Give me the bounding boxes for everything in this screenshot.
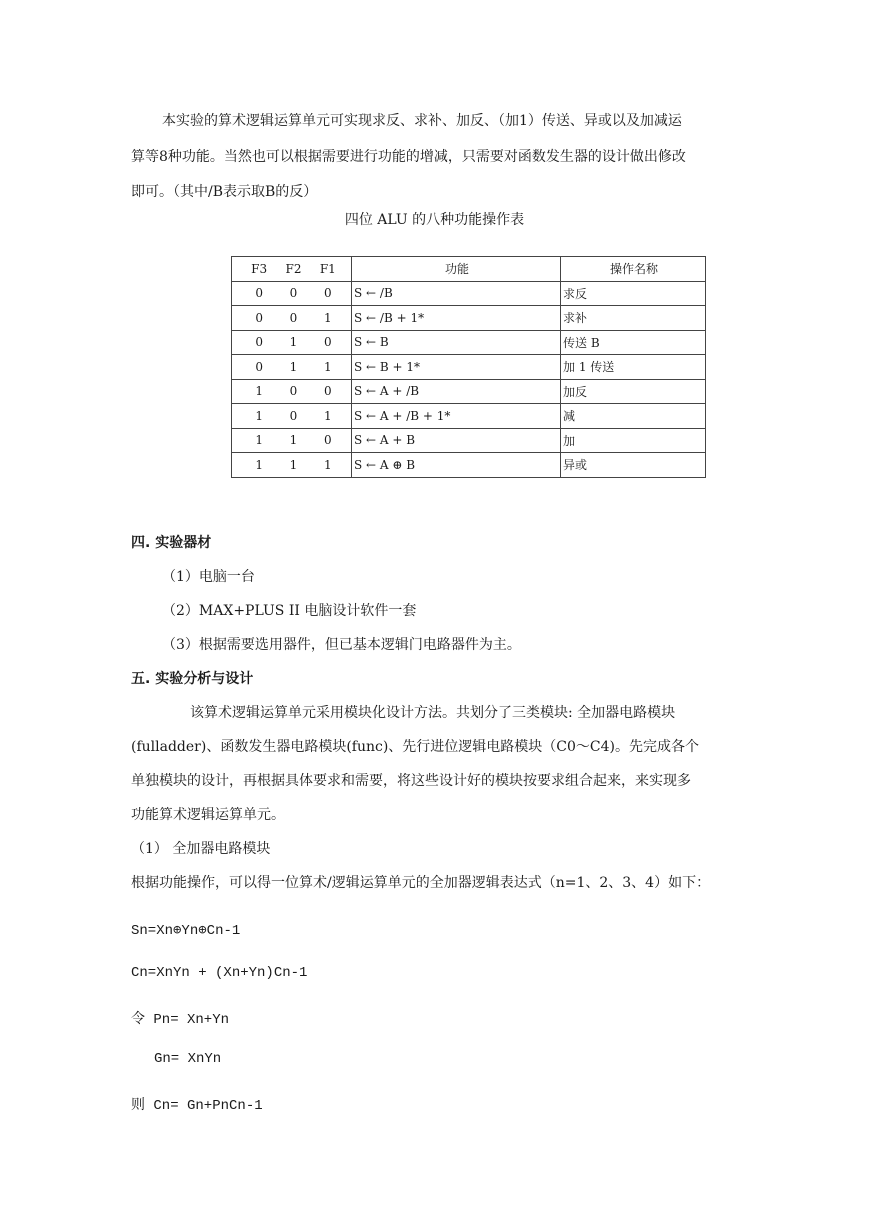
alu-function-table (231, 256, 706, 478)
section5-heading: 五. 实验分析与设计 (131, 671, 254, 687)
table-row (232, 379, 706, 404)
row-f2: 1 (289, 335, 298, 350)
row-op-name: 求补 (561, 306, 706, 331)
table-row (232, 355, 706, 380)
row-op-name: 求反 (561, 281, 706, 306)
row-f3: 1 (255, 384, 263, 399)
table-header-row (232, 257, 706, 282)
intro-line-2: 算等8种功能。当然也可以根据需要进行功能的增减，只需要对函数发生器的设计做出修改 (131, 149, 686, 165)
row-f3: 0 (255, 310, 263, 325)
header-op-name: 操作名称 (561, 257, 706, 282)
row-function: S ← A + /B (352, 379, 561, 404)
row-function: S ← B (352, 330, 561, 355)
row-f2: 0 (289, 310, 298, 325)
analysis-line-3: 单独模块的设计，再根据具体要求和需要，将这些设计好的模块按要求组合起来，来实现多 (131, 773, 691, 789)
row-f3: 1 (255, 457, 263, 472)
header-f-bits (232, 257, 352, 282)
row-f1: 1 (323, 457, 332, 472)
row-op-name: 减 (561, 404, 706, 429)
row-function: S ← /B (352, 281, 561, 306)
section4-heading: 四. 实验器材 (131, 535, 212, 551)
table-row (232, 330, 706, 355)
table-title: 四位 ALU 的八种功能操作表 (344, 212, 525, 228)
row-op-name: 加反 (561, 379, 706, 404)
row-f1: 0 (323, 286, 332, 301)
row-f3: 0 (255, 335, 263, 350)
row-f1: 1 (323, 359, 332, 374)
row-f3: 1 (255, 433, 263, 448)
subsection-fulladder: （1） 全加器电路模块 (131, 841, 271, 857)
row-f-bits (232, 306, 352, 331)
row-f-bits (232, 428, 352, 453)
equation-cn-final: 则 Cn= Gn+PnCn-1 (131, 1098, 263, 1114)
row-function: S ← /B + 1* (352, 306, 561, 331)
equation-pn: 令 Pn= Xn+Yn (131, 1012, 230, 1028)
row-f2: 1 (289, 359, 298, 374)
row-f3: 0 (255, 286, 263, 301)
table-row (232, 306, 706, 331)
header-f3: F3 (251, 261, 268, 276)
row-f2: 0 (289, 408, 298, 423)
row-f1: 0 (323, 384, 332, 399)
header-function: 功能 (352, 257, 561, 282)
row-f3: 0 (255, 359, 263, 374)
row-f1: 1 (323, 310, 332, 325)
equipment-item-1: （1）电脑一台 (162, 569, 255, 585)
row-function: S ← B + 1* (352, 355, 561, 380)
header-f2: F2 (285, 261, 302, 276)
intro-line-3: 即可。（其中/B表示取B的反） (131, 184, 318, 200)
row-function: S ← A ⊕ B (352, 453, 561, 478)
row-f2: 0 (289, 286, 298, 301)
row-op-name: 传送 B (561, 330, 706, 355)
equipment-item-3: （3）根据需要选用器件，但已基本逻辑门电路器件为主。 (162, 637, 521, 653)
row-f-bits (232, 404, 352, 429)
row-f-bits (232, 453, 352, 478)
header-f1: F1 (319, 261, 336, 276)
row-f1: 0 (323, 335, 332, 350)
table-row (232, 404, 706, 429)
row-f1: 0 (323, 433, 332, 448)
intro-line-1: 本实验的算术逻辑运算单元可实现求反、求补、加反、（加1）传送、异或以及加减运 (162, 113, 682, 129)
equipment-item-2: （2）MAX+PLUS II 电脑设计软件一套 (162, 603, 417, 619)
equation-sn: Sn=Xn⊕Yn⊕Cn-1 (131, 923, 241, 939)
table-row (232, 428, 706, 453)
row-f-bits (232, 355, 352, 380)
row-function: S ← A + B (352, 428, 561, 453)
analysis-line-2: (fulladder)、函数发生器电路模块(func)、先行进位逻辑电路模块（C0～C4)。先完成各个 (131, 739, 700, 755)
row-f-bits (232, 379, 352, 404)
row-f2: 1 (289, 457, 298, 472)
row-f3: 1 (255, 408, 263, 423)
equation-cn: Cn=XnYn + (Xn+Yn)Cn-1 (131, 965, 308, 981)
equation-gn: Gn= XnYn (154, 1051, 222, 1067)
row-op-name: 加 (561, 428, 706, 453)
row-f2: 0 (289, 384, 298, 399)
row-f-bits (232, 281, 352, 306)
analysis-line-4: 功能算术逻辑运算单元。 (131, 807, 285, 823)
row-function: S ← A + /B + 1* (352, 404, 561, 429)
row-op-name: 异或 (561, 453, 706, 478)
row-f1: 1 (323, 408, 332, 423)
analysis-line-5: 根据功能操作，可以得一位算术/逻辑运算单元的全加器逻辑表达式（n=1、2、3、4）如下： (131, 875, 711, 891)
table-row (232, 453, 706, 478)
table-row (232, 281, 706, 306)
row-f2: 1 (289, 433, 298, 448)
row-op-name: 加 1 传送 (561, 355, 706, 380)
row-f-bits (232, 330, 352, 355)
analysis-line-1: 该算术逻辑运算单元采用模块化设计方法。共划分了三类模块: 全加器电路模块 (190, 705, 676, 721)
